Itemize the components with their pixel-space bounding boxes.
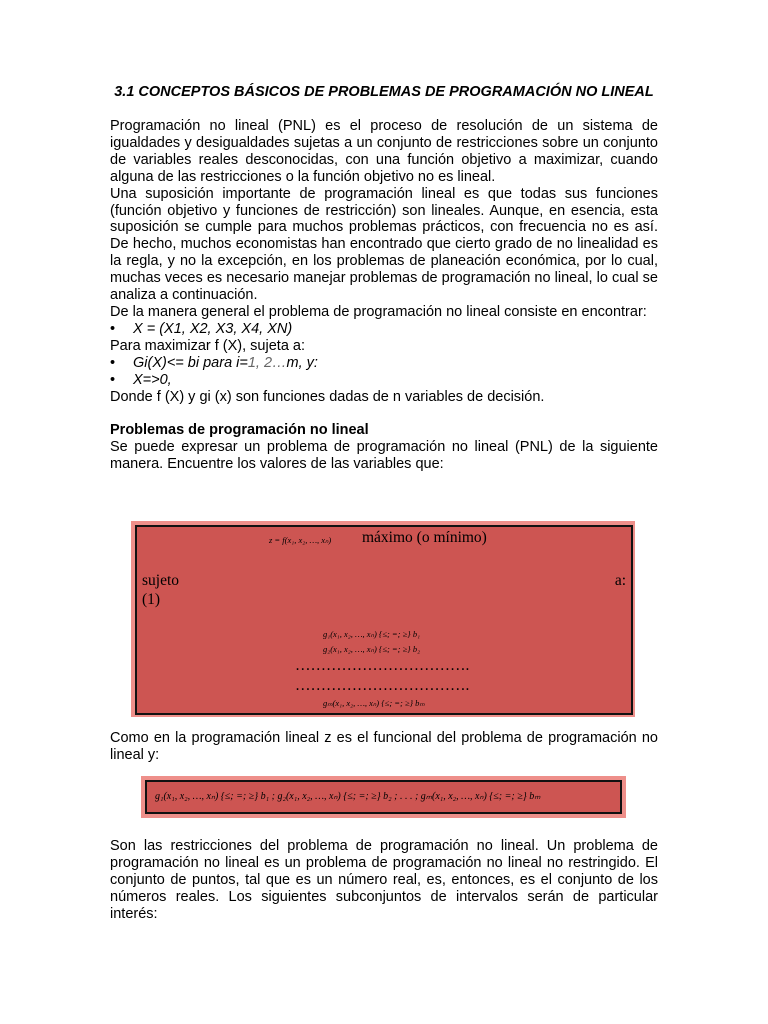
formula-constraints-expr: g₁(x₁, x₂, …, xₙ) {≤; =; ≥} b₁ ; g₂(x₁, x₂, …, xₙ) {≤; =; ≥} b₂ ; . . . ; gₘ(x₁, x₂, …, xₙ) {≤; =; ≥} bₘ <box>155 791 541 802</box>
middle-text <box>110 730 658 764</box>
formula-box-constraints <box>141 776 626 818</box>
closing-text <box>110 838 658 923</box>
formula-box-inner <box>145 780 622 814</box>
bullet-text: X=>0, <box>133 371 172 388</box>
formula-box-inner <box>135 525 633 715</box>
formula-objective-text: máximo (o mínimo) <box>362 529 487 546</box>
bullet-text-part: 1, 2… <box>247 354 287 371</box>
bullet-text-part: Gi(X)<= bi para i= <box>133 354 248 371</box>
formula-dots-1: ……………………………. <box>295 657 470 674</box>
middle-paragraph: Como en la programación lineal z es el funcional del problema de programación no lineal y: <box>110 730 658 763</box>
section-heading: Problemas de programación no lineal <box>110 422 369 439</box>
list-item <box>110 321 658 338</box>
intro-paragraph-3: De la manera general el problema de programación no lineal consiste en encontrar: <box>110 303 647 320</box>
list-item <box>110 355 658 372</box>
list-item <box>110 372 658 389</box>
closing-paragraph: Son las restricciones del problema de programación no lineal. Un problema de programación no lineal es un problema de programación no lineal no restringido. El conjunto de puntos, tal que es un número real, es, entonces, es el conjunto de los números reales. Los siguientes subconjuntos de intervalos serán de particular interés: <box>110 838 658 922</box>
formula-constraint-m: gₘ(x₁, x₂, …, xₙ) {≤; =; ≥} bₘ <box>323 698 425 708</box>
intro-paragraph-2: Una suposición importante de programación lineal es que todas sus funciones (función objetivo y funciones de restricción) son lineales. Aunque, en esencia, esta suposición se cumple para muchos problemas prácticos, con frecuencia no es así. De hecho, muchos economistas han encontrado que cierto grado de no linealidad es la regla, y no la excepción, en los problemas de planeación económica, por lo cual, muchas veces es necesario manejar problemas de programación no lineal, lo cual se analiza a continuación. <box>110 185 658 304</box>
bullet-text-part: m, y: <box>286 354 318 371</box>
document-body <box>110 84 658 473</box>
formula-dots-2: ……………………………. <box>295 677 470 694</box>
formula-constraint-1: g₁(x₁, x₂, …, xₙ) {≤; =; ≥} b₁ <box>323 629 421 639</box>
intro-paragraph-5: Donde f (X) y gi (x) son funciones dadas de n variables de decisión. <box>110 388 545 405</box>
bullet-text <box>133 355 318 372</box>
bullet-text: X = (X1, X2, X3, X4, XN) <box>133 320 293 337</box>
formula-objective: z = f(x₁, x₂, …, xₙ) <box>269 535 332 545</box>
page-title: 3.1 CONCEPTOS BÁSICOS DE PROBLEMAS DE PROGRAMACIÓN NO LINEAL <box>114 84 654 100</box>
bullet-icon: • <box>110 320 116 337</box>
formula-subject-right: a: <box>614 572 626 589</box>
intro-paragraph-4: Para maximizar f (X), sujeta a: <box>110 337 305 354</box>
bullet-icon: • <box>110 354 116 371</box>
intro-paragraph-1: Programación no lineal (PNL) es el proceso de resolución de un sistema de igualdades y desigualdades sujetas a un conjunto de restricciones sobre un conjunto de variables reales desconocidas, con una función objetivo a maximizar, cuando alguna de las restricciones o la función objetivo no es lineal. <box>110 118 658 185</box>
formula-subject-label: sujeto <box>142 572 180 589</box>
formula-constraint-2: g₂(x₁, x₂, …, xₙ) {≤; =; ≥} b₂ <box>323 644 421 654</box>
formula-box-problem <box>131 521 635 717</box>
section-paragraph-1: Se puede expresar un problema de programación no lineal (PNL) de la siguiente manera. Encuentre los valores de las variables que: <box>110 439 658 473</box>
bullet-icon: • <box>110 371 116 388</box>
formula-eq-number: (1) <box>142 591 161 608</box>
